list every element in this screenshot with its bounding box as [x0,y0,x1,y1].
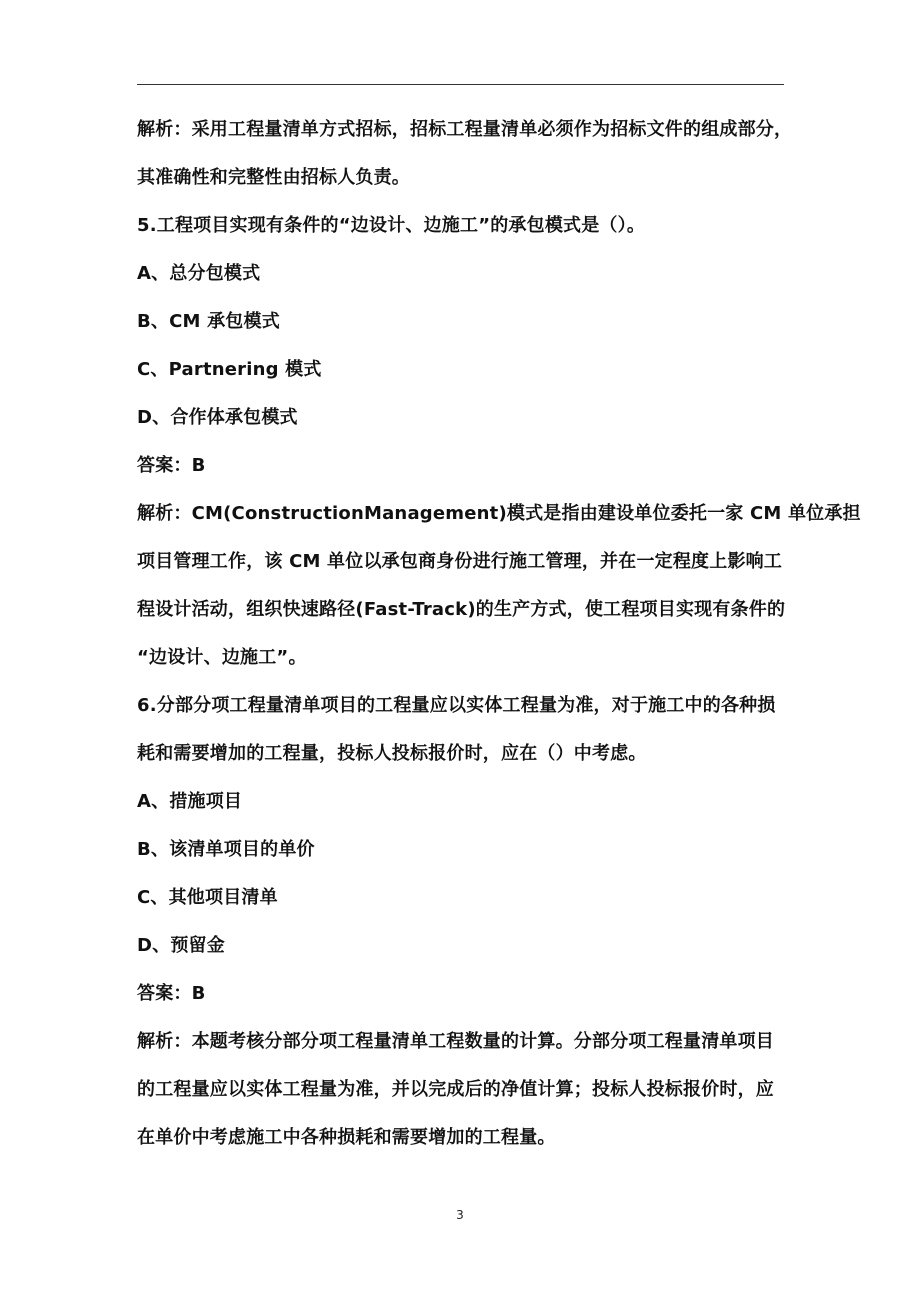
analysis-q4-line-2: 其准确性和完整性由招标人负责。 [137,167,410,188]
analysis-q5-line-2: 项目管理工作，该 CM 单位以承包商身份进行施工管理，并在一定程度上影响工 [137,551,783,572]
question-6-answer: 答案：B [137,983,206,1004]
analysis-q5-line-1: 解析：CM(ConstructionManagement)模式是指由建设单位委托一家 CM 单位承担 [137,503,861,524]
analysis-q6-line-2: 的工程量应以实体工程量为准，并以完成后的净值计算；投标人投标报价时，应 [137,1079,774,1100]
question-5-option-a: A、总分包模式 [137,263,261,284]
question-6-option-b: B、该清单项目的单价 [137,839,315,860]
question-5-option-c: C、Partnering 模式 [137,359,322,380]
question-5-option-b: B、CM 承包模式 [137,311,280,332]
question-6-option-a: A、措施项目 [137,791,243,812]
question-5-answer: 答案：B [137,455,206,476]
analysis-q6-line-3: 在单价中考虑施工中各种损耗和需要增加的工程量。 [137,1127,556,1148]
analysis-q4-line-1: 解析：采用工程量清单方式招标，招标工程量清单必须作为招标文件的组成部分， [137,119,793,140]
analysis-q5-line-4: “边设计、边施工”。 [137,647,307,668]
question-6-option-d: D、预留金 [137,935,225,956]
question-6-option-c: C、其他项目清单 [137,887,278,908]
question-6-stem-line-2: 耗和需要增加的工程量，投标人投标报价时，应在（）中考虑。 [137,743,647,764]
analysis-q5-line-3: 程设计活动，组织快速路径(Fast-Track)的生产方式，使工程项目实现有条件的 [137,599,786,620]
header-rule [137,84,784,85]
question-5-stem: 5.工程项目实现有条件的“边设计、边施工”的承包模式是（）。 [137,215,646,236]
question-5-option-d: D、合作体承包模式 [137,407,298,428]
question-6-stem-line-1: 6.分部分项工程量清单项目的工程量应以实体工程量为准，对于施工中的各种损 [137,695,776,716]
page-body [137,118,861,1174]
analysis-q6-line-1: 解析：本题考核分部分项工程量清单工程数量的计算。分部分项工程量清单项目 [137,1031,774,1052]
page-number: 3 [456,1208,464,1222]
